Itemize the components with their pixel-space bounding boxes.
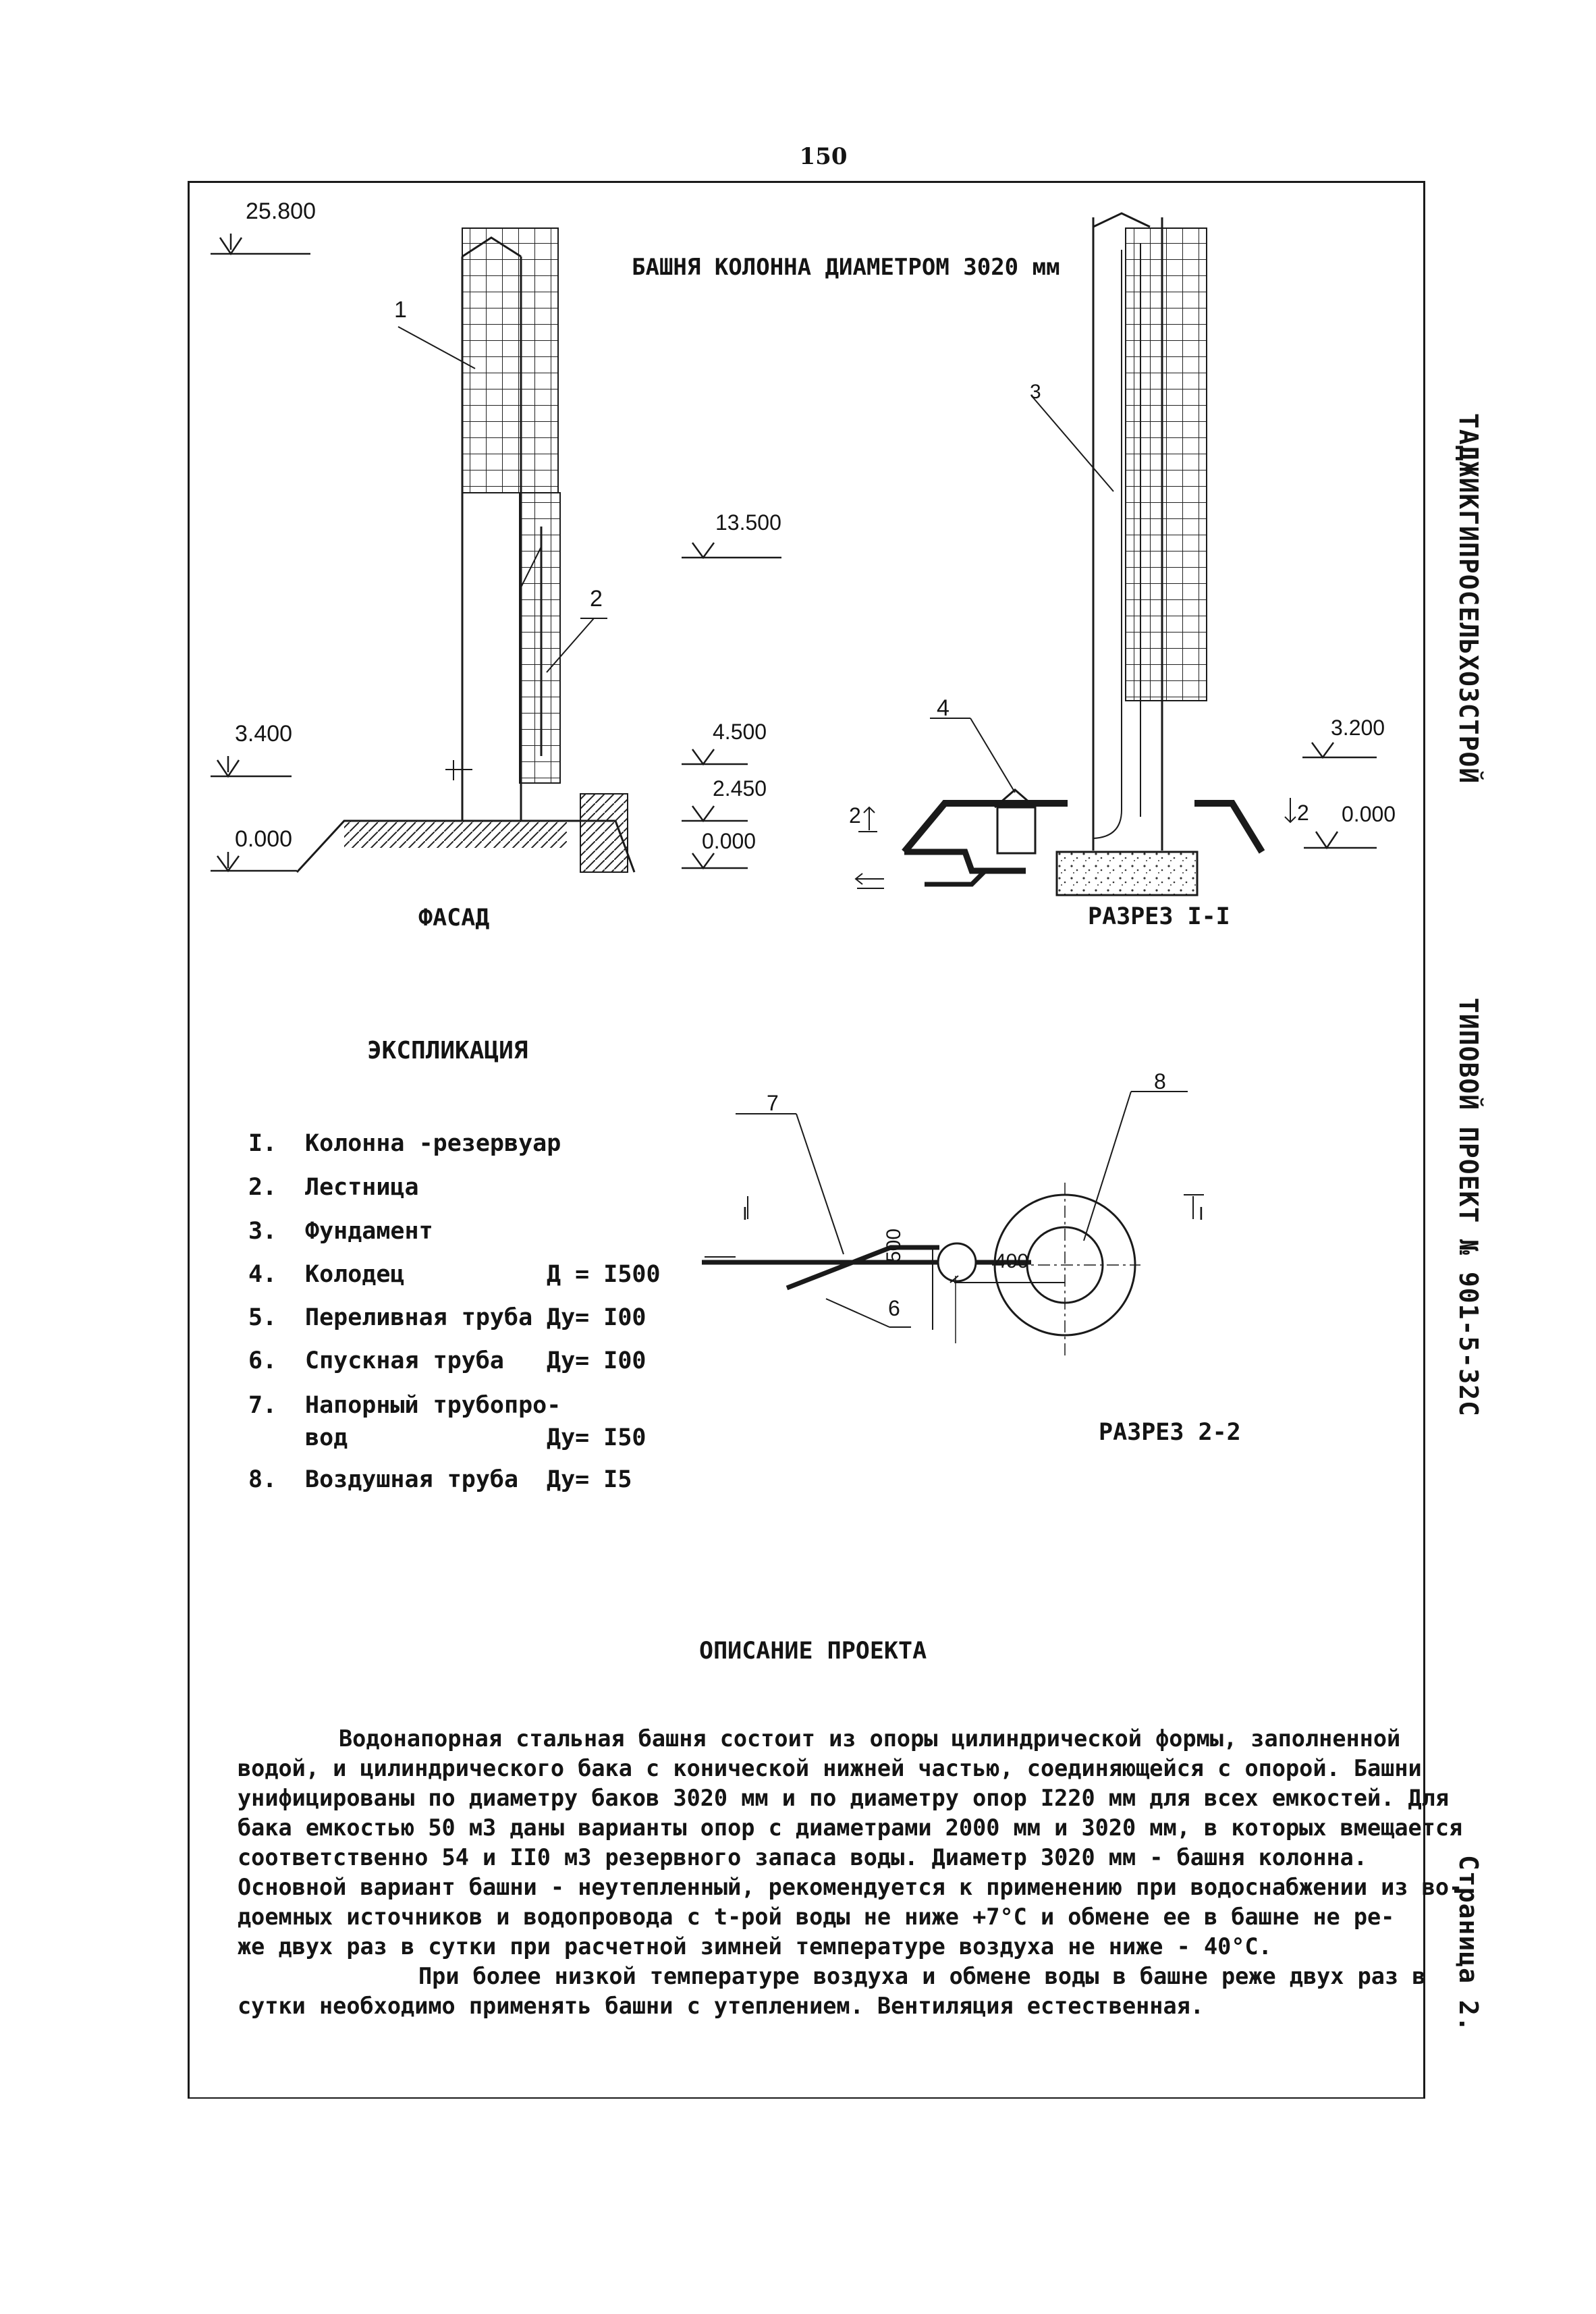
legend-number: 3. (248, 1218, 277, 1245)
section-2-view (702, 1092, 1204, 1355)
legend-name: Колонна -резервуар (305, 1130, 561, 1157)
legend-number: 4. (248, 1261, 277, 1288)
text-line: Основной вариант башни - неутепленный, рекомендуется к применению при водоснабжении из во- (238, 1874, 1463, 1900)
section-level-zero: 0.000 (1342, 802, 1396, 826)
text-line: сутки необходимо применять башни с утеплением. Вентиляция естественная. (238, 1993, 1204, 2019)
text-line: Водонапорная стальная башня состоит из опоры цилиндрической формы, заполненной (339, 1725, 1401, 1752)
legend-name-continued: вод (305, 1424, 348, 1451)
legend-number: 8. (248, 1466, 277, 1493)
callout-1: 1 (394, 297, 407, 323)
legend-name: Колодец (305, 1261, 405, 1288)
description-paragraph-1 (238, 1724, 1463, 1962)
section-2-mark-left: I (742, 1203, 748, 1224)
section-2-mark-right: I (1199, 1203, 1204, 1224)
callout-7: 7 (767, 1091, 779, 1115)
mid-level-2450: 2.450 (713, 776, 767, 801)
text-line: При более низкой температуре воздуха и обмене воды в башне реже двух раз в (418, 1963, 1426, 1989)
facade-level-top: 25.800 (246, 198, 316, 224)
section-mark-left: 2 (849, 803, 861, 828)
mid-level-13500: 13.500 (715, 510, 781, 535)
foundation (1057, 852, 1197, 895)
manhole (997, 807, 1035, 853)
facade-level-mid: 3.400 (235, 721, 293, 747)
facade-ladder (462, 228, 558, 493)
legend-name: Лестница (305, 1174, 419, 1201)
legend-name: Спускная труба (305, 1347, 505, 1374)
legend-name: Фундамент (305, 1218, 433, 1245)
legend-number: 2. (248, 1174, 277, 1201)
section-level-3200: 3.200 (1331, 716, 1385, 740)
legend-dimension: Ду= I00 (547, 1347, 646, 1374)
section-2-caption: РАЗРЕЗ 2-2 (1099, 1419, 1241, 1446)
callout-6: 6 (888, 1296, 900, 1320)
legend-name: Напорный трубопро- (305, 1392, 561, 1419)
drawing-title: БАШНЯ КОЛОННА ДИАМЕТРОМ 3020 мм (632, 254, 1060, 281)
text-line: же двух раз в сутки при расчетной зимней температуре воздуха не ниже - 40°С. (238, 1933, 1272, 1960)
legend-number: 5. (248, 1304, 277, 1331)
dim-400: 400 (995, 1250, 1029, 1272)
mid-level-4500: 4.500 (713, 720, 767, 744)
legend-number: I. (248, 1130, 277, 1157)
text-line: унифицированы по диаметру баков 3020 мм и по диаметру опор I220 мм для всех емкостей. Для (238, 1785, 1450, 1811)
legend-name: Воздушная труба (305, 1466, 519, 1493)
legend-number: 7. (248, 1392, 277, 1419)
legend-dimension: Ду= I5 (547, 1466, 632, 1493)
callout-4: 4 (937, 695, 950, 721)
legend-dimension: Ду= I00 (547, 1304, 646, 1331)
section-mark-right: 2 (1297, 801, 1309, 825)
text-line: доемных источников и водопровода с t-рой воды не ниже +7°С и обмене ее в башне не ре- (238, 1904, 1395, 1930)
text-line: соответственно 54 и II0 м3 резервного запаса воды. Диаметр 3020 мм - башня колонна. (238, 1844, 1368, 1871)
facade-ground-hatch (344, 821, 567, 848)
text-line: водой, и цилиндрического бака с конической нижней частью, соединяющейся с опорой. Башни (238, 1755, 1422, 1781)
legend-name: Переливная труба (305, 1304, 533, 1331)
description-paragraph-2 (238, 1962, 1426, 2021)
text-line: бака емкостью 50 м3 даны варианты опор с диаметрами 2000 мм и 3020 мм, в которых вмещается (238, 1814, 1463, 1841)
sidebar-organization: ТАДЖИКГИПРОСЕЛЬХОЗСТРОЙ (1454, 413, 1483, 784)
legend-number: 6. (248, 1347, 277, 1374)
section-1-view (856, 213, 1296, 895)
callout-3: 3 (1030, 381, 1041, 403)
callout-8: 8 (1154, 1069, 1166, 1094)
facade-ladder-lower (520, 493, 560, 783)
page-number: 150 (799, 143, 848, 170)
legend-dimension: Д = I500 (547, 1261, 661, 1288)
facade-view (297, 228, 634, 872)
facade-caption: ФАСАД (418, 905, 490, 932)
section-ladder (1126, 228, 1207, 701)
sidebar-project: ТИПОВОЙ ПРОЕКТ № 901-5-32С (1454, 998, 1483, 1417)
description-title: ОПИСАНИЕ ПРОЕКТА (699, 1638, 927, 1665)
legend-dimension: Ду= I50 (547, 1424, 646, 1451)
section-1-caption: РАЗРЕЗ I-I (1088, 903, 1230, 930)
mid-level-zero: 0.000 (702, 829, 756, 853)
legend-title: ЭКСПЛИКАЦИЯ (367, 1037, 528, 1065)
sidebar-page: Страница 2. (1454, 1855, 1483, 2033)
manhole-plan (938, 1243, 976, 1281)
callout-2: 2 (590, 586, 603, 612)
facade-level-zero: 0.000 (235, 826, 293, 852)
dim-500: 500 (883, 1228, 905, 1262)
